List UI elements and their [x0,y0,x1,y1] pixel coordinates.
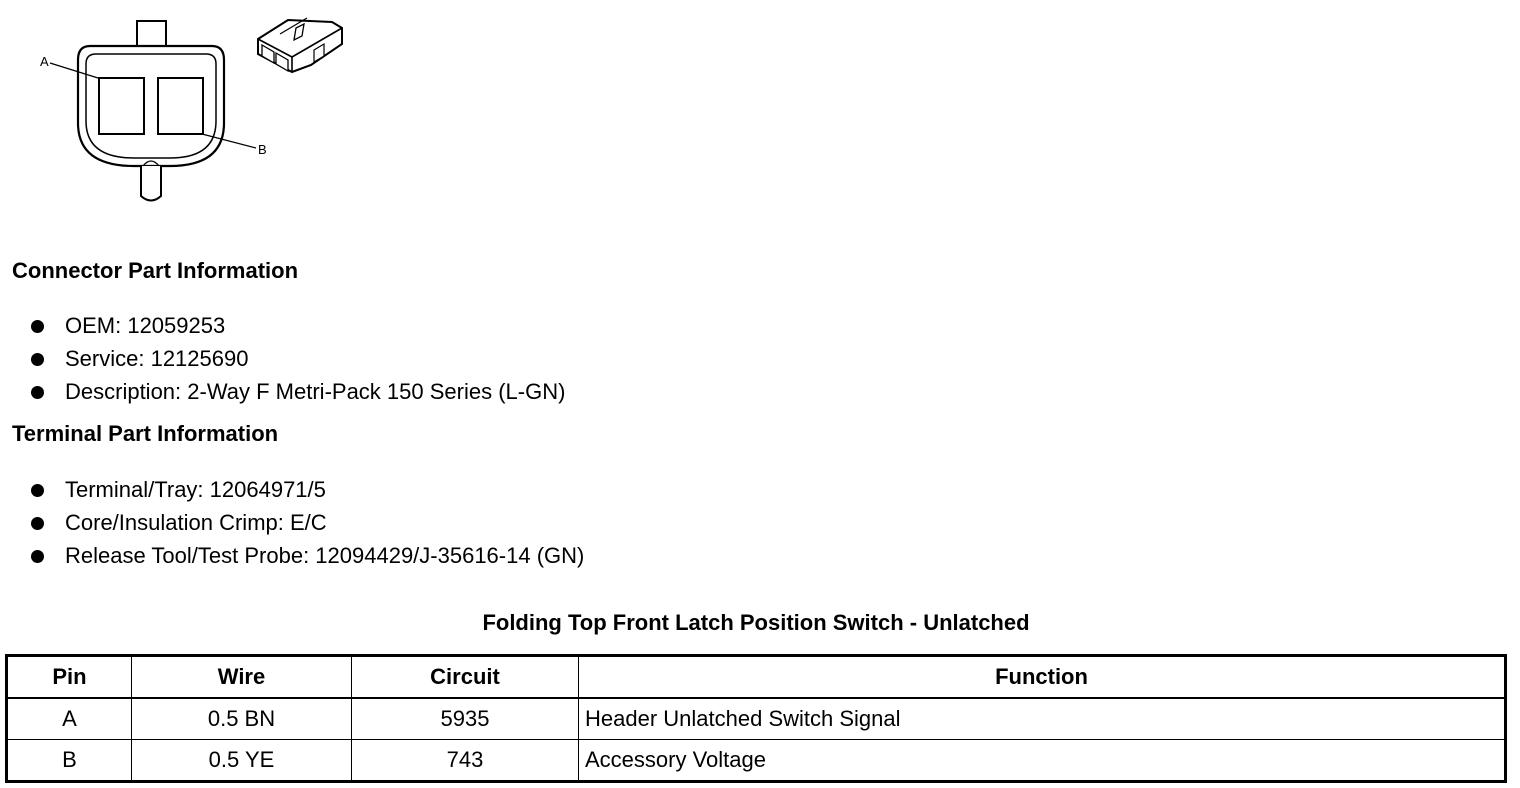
bullet-icon [31,550,44,563]
pin-a-label: A [40,54,49,69]
connector-diagram [30,8,370,213]
header-wire: Wire [132,656,352,699]
list-item [28,509,584,542]
cell-wire: 0.5 BN [132,698,352,740]
bullet-icon [31,386,44,399]
list-item-text: Service: 12125690 [65,346,249,371]
bullet-icon [31,353,44,366]
connector-face-drawing [30,8,370,213]
pinout-table [5,654,1507,783]
table-header-row [7,656,1506,699]
list-item-text: Release Tool/Test Probe: 12094429/J-35616-14 (GN) [65,543,585,568]
cell-pin: B [7,740,132,782]
table-title: Folding Top Front Latch Position Switch - Unlatched [482,610,1030,635]
cavity-a [99,78,144,134]
header-circuit: Circuit [352,656,579,699]
pin-b-label: B [258,142,267,157]
list-item [28,476,584,509]
list-item-text: Description: 2-Way F Metri-Pack 150 Series (L-GN) [65,379,566,404]
cell-circuit: 743 [352,740,579,782]
bullet-icon [31,484,44,497]
terminal-part-info-heading: Terminal Part Information [12,421,279,446]
cell-circuit: 5935 [352,698,579,740]
list-item-text: OEM: 12059253 [65,313,226,338]
connector-part-info-heading: Connector Part Information [12,258,299,283]
bullet-icon [31,320,44,333]
list-item [28,345,565,378]
connector-perspective-drawing [258,18,342,72]
list-item [28,542,584,575]
header-pin: Pin [7,656,132,699]
list-item-text: Terminal/Tray: 12064971/5 [65,477,326,502]
cell-function: Accessory Voltage [579,740,1506,782]
list-item [28,378,565,411]
connector-part-info-list [28,312,565,411]
bullet-icon [31,517,44,530]
list-item [28,312,565,345]
header-function: Function [579,656,1506,699]
terminal-part-info-list [28,476,584,575]
list-item-text: Core/Insulation Crimp: E/C [65,510,327,535]
table-row [7,698,1506,740]
cell-wire: 0.5 YE [132,740,352,782]
cavity-b [158,78,203,134]
table-row [7,740,1506,782]
cell-pin: A [7,698,132,740]
cell-function: Header Unlatched Switch Signal [579,698,1506,740]
